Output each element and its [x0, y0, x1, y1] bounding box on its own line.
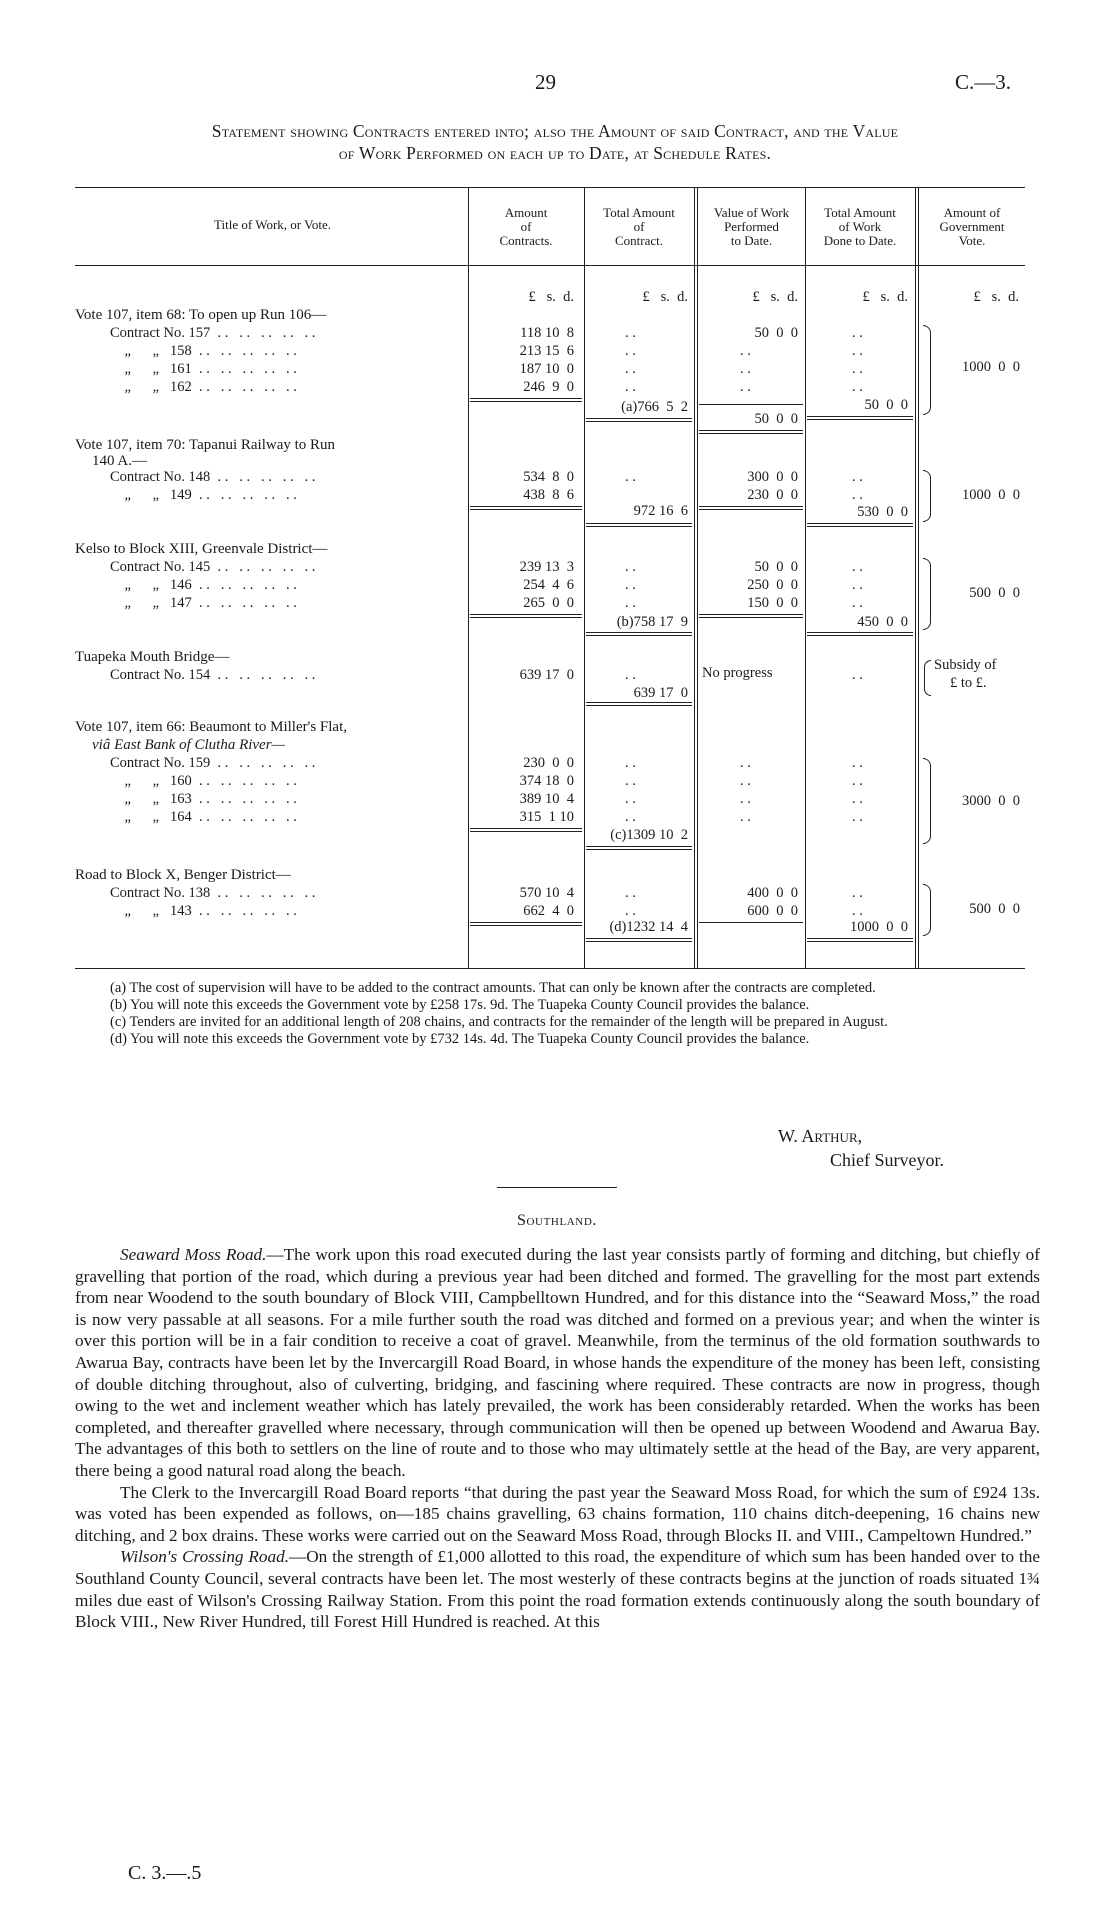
table-row: „ „ 163 . . . . . . . . . . — [110, 791, 297, 807]
subtotal-rule — [586, 938, 692, 939]
done-cell: . . — [852, 361, 863, 377]
group-total: (d)1232 14 4 — [609, 919, 688, 935]
table-row: Contract No. 159 . . . . . . . . . . — [110, 755, 316, 771]
amount-cell: 118 10 8 — [520, 325, 574, 341]
table-row: Contract No. 145 . . . . . . . . . . — [110, 559, 316, 575]
signature-name: W. Arthur, — [778, 1126, 863, 1146]
group-total: (a)766 5 2 — [621, 399, 688, 415]
footnote-b: (b) You will note this exceeds the Government vote by £258 17s. 9d. The Tuapeka County Council provides the balance. — [110, 997, 810, 1013]
subtotal-rule — [807, 941, 913, 942]
subtotal-rule — [470, 614, 582, 615]
units-value: £ s. d. — [752, 289, 798, 305]
group-5-title-cont: viâ East Bank of Clutha River— — [92, 737, 285, 753]
amount-cell: 239 13 3 — [519, 559, 574, 575]
units-total: £ s. d. — [642, 289, 688, 305]
table-row: „ „ 162 . . . . . . . . . . — [110, 379, 297, 395]
subtotal-rule — [470, 828, 582, 829]
subtotal-rule — [470, 398, 582, 399]
total-cell: . . — [625, 379, 636, 395]
value-cell: 600 0 0 — [747, 903, 798, 919]
done-cell: . . — [852, 469, 863, 485]
paragraph-seaward-moss: Seaward Moss Road.—The work upon this road executed during the last year consists partly of forming and ditching, but chiefly of gravelling that portion of the road, which during a previous year had been ditched and formed. The gravelling for the most part extends from near Woodend to the south boundary of Block VIII, Campbelltown Hundred, and for this distance into the “Seaward Moss,” the road is now very passable at all seasons. For a mile further south the road was ditched and formed on a previous year; and when the winter is over this portion will be in a fair condition to receive a coat of gravel. Meanwhile, from the terminus of the old formation southwards to Awarua Bay, contracts have been let by the Invercargill Road Board, in whose hands the expenditure of the money has been left, consisting of double ditching throughout, also of culverting, bridging, and fascining where required. These contracts are now in progress, though owing to the wet and inclement weather which has lately prevailed, the work has been considerably retarded. When the works has been completed, and thereafter gravelled where necessary, through communication will then be opened up between Woodend and Awarua Bay. The advantages of this both to settlers on the line of route and to those who may ultimately settle at the head of the Bay, are very apparent, there being a good natural road along the beach. — [75, 1245, 1040, 1480]
subtotal-rule — [699, 506, 803, 507]
group-4-title: Tuapeka Mouth Bridge— — [75, 649, 230, 665]
subtotal-rule — [586, 523, 692, 524]
group-done-total: 450 0 0 — [857, 614, 908, 630]
vote-brace — [924, 660, 931, 696]
subtotal-rule — [807, 523, 913, 524]
group-done-total: 1000 0 0 — [850, 919, 908, 935]
total-cell: . . — [625, 667, 636, 683]
done-cell: . . — [852, 755, 863, 771]
group-2-title: Vote 107, item 70: Tapanui Railway to Run — [75, 437, 336, 453]
group-5-title: Vote 107, item 66: Beaumont to Miller's Flat, — [75, 719, 347, 735]
section-heading: Southland. — [517, 1212, 597, 1229]
header-title-of-work: Title of Work, or Vote. — [214, 217, 331, 232]
group-2-title-cont: 140 A.— — [92, 453, 148, 469]
table-top-rule — [75, 187, 1025, 188]
subtotal-rule — [699, 617, 803, 618]
subtotal-rule — [807, 938, 913, 939]
subtotal-rule — [586, 941, 692, 942]
value-cell: No progress — [702, 665, 773, 681]
done-cell: . . — [852, 885, 863, 901]
subtotal-rule — [470, 401, 582, 402]
done-cell: . . — [852, 809, 863, 825]
section-divider — [497, 1187, 617, 1188]
done-cell: . . — [852, 487, 863, 503]
amount-cell: 570 10 4 — [519, 885, 574, 901]
page-number: 29 — [535, 70, 556, 94]
value-cell: . . — [740, 791, 751, 807]
col-divider-3 — [694, 187, 695, 968]
value-cell: . . — [740, 809, 751, 825]
group-6-title: Road to Block X, Benger District— — [75, 867, 291, 883]
amount-cell: 187 10 0 — [519, 361, 574, 377]
subtotal-rule — [807, 416, 913, 417]
done-cell: . . — [852, 903, 863, 919]
subtotal-rule — [807, 526, 913, 527]
amount-cell: 213 15 6 — [519, 343, 574, 359]
subtotal-rule — [586, 705, 692, 706]
total-cell: . . — [625, 325, 636, 341]
subtotal-rule — [699, 430, 803, 431]
done-cell: . . — [852, 379, 863, 395]
subtotal-rule — [586, 418, 692, 419]
group-vote: 3000 0 0 — [962, 793, 1020, 809]
group-total: (b)758 17 9 — [616, 614, 688, 630]
col-divider-5 — [915, 187, 916, 968]
table-row: „ „ 147 . . . . . . . . . . — [110, 595, 297, 611]
subtotal-rule — [586, 526, 692, 527]
group-1-title: Vote 107, item 68: To open up Run 106— — [75, 307, 327, 323]
total-cell: . . — [625, 559, 636, 575]
paragraph-road-board-report: The Clerk to the Invercargill Road Board reports “that during the past year the Seaward Moss Road, for which the sum of £924 13s. was voted has been expended as follows, on—185 chains gravelling, 63 chains formation, 110 chains ditch-deepening, 16 chains new ditching, and 2 box drains. These works were carried out on the Seaward Moss Road, through Blocks II. and VIII., Campeltown Hundred.” — [75, 1482, 1040, 1545]
subtotal-rule — [699, 614, 803, 615]
units-amount: £ s. d. — [528, 289, 574, 305]
subtotal-rule — [470, 617, 582, 618]
done-cell: . . — [852, 667, 863, 683]
document-reference: C.—3. — [955, 70, 1012, 94]
group-done-total: 50 0 0 — [864, 397, 908, 413]
value-cell: 50 0 0 — [754, 559, 798, 575]
value-cell: 230 0 0 — [747, 487, 798, 503]
group-done-total: 530 0 0 — [857, 504, 908, 520]
total-cell: . . — [625, 755, 636, 771]
total-cell: . . — [625, 903, 636, 919]
subtotal-rule — [807, 635, 913, 636]
subtotal-rule — [470, 831, 582, 832]
subtotal-rule — [470, 509, 582, 510]
total-cell: . . — [625, 773, 636, 789]
group-3-title: Kelso to Block XIII, Greenvale District— — [75, 541, 328, 557]
total-cell: . . — [625, 791, 636, 807]
table-row: „ „ 164 . . . . . . . . . . — [110, 809, 297, 825]
amount-cell: 389 10 4 — [519, 791, 574, 807]
value-cell: . . — [740, 755, 751, 771]
group-vote: 1000 0 0 — [962, 487, 1020, 503]
signature-title: Chief Surveyor. — [830, 1150, 944, 1170]
subtotal-rule — [586, 846, 692, 847]
header-total-work-done: Total Amount of Work Done to Date. — [823, 205, 897, 248]
table-row: „ „ 161 . . . . . . . . . . — [110, 361, 297, 377]
table-row: „ „ 158 . . . . . . . . . . — [110, 343, 297, 359]
done-cell: . . — [852, 559, 863, 575]
amount-cell: 230 0 0 — [523, 755, 574, 771]
subtotal-rule — [699, 433, 803, 434]
group-total: 972 16 6 — [633, 503, 688, 519]
amount-cell: 662 4 0 — [523, 903, 574, 919]
total-cell: . . — [625, 809, 636, 825]
group-vote: Subsidy of — [934, 657, 997, 673]
header-value-of-work: Value of Work Performed to Date. — [713, 205, 790, 248]
subtotal-rule — [470, 925, 582, 926]
total-cell: . . — [625, 469, 636, 485]
value-cell: . . — [740, 379, 751, 395]
group-value-total: 50 0 0 — [754, 411, 798, 427]
footnote-d: (d) You will note this exceeds the Government vote by £732 14s. 4d. The Tuapeka County Council provides the balance. — [110, 1031, 810, 1047]
amount-cell: 534 8 0 — [523, 469, 574, 485]
total-cell: . . — [625, 885, 636, 901]
footnotes — [75, 980, 1035, 1048]
subtotal-rule — [699, 404, 803, 405]
subtotal-rule — [586, 849, 692, 850]
southland-body — [75, 1244, 1040, 1633]
amount-cell: 438 8 6 — [523, 487, 574, 503]
table-row: Contract No. 157 . . . . . . . . . . — [110, 325, 316, 341]
group-vote: 1000 0 0 — [962, 359, 1020, 375]
subtotal-rule — [699, 922, 803, 923]
group-vote-line-2: £ to £. — [950, 675, 987, 691]
amount-cell: 265 0 0 — [523, 595, 574, 611]
subtotal-rule — [699, 509, 803, 510]
total-cell: . . — [625, 343, 636, 359]
footnote-c: (c) Tenders are invited for an additional length of 208 chains, and contracts for the remainder of the length will be prepared in August. — [110, 1014, 888, 1030]
value-cell: 400 0 0 — [747, 885, 798, 901]
group-vote: 500 0 0 — [969, 585, 1020, 601]
value-cell: 150 0 0 — [747, 595, 798, 611]
table-row: Contract No. 138 . . . . . . . . . . — [110, 885, 316, 901]
col-divider-1 — [468, 187, 469, 968]
subtotal-rule — [586, 421, 692, 422]
subtotal-rule — [470, 922, 582, 923]
amount-cell: 315 1 10 — [519, 809, 574, 825]
value-cell: . . — [740, 361, 751, 377]
table-row: „ „ 149 . . . . . . . . . . — [110, 487, 297, 503]
subtotal-rule — [807, 419, 913, 420]
done-cell: . . — [852, 577, 863, 593]
footnote-a: (a) The cost of supervision will have to be added to the contract amounts. That can only be known after the contracts are completed. — [110, 980, 876, 996]
table-row: „ „ 160 . . . . . . . . . . — [110, 773, 297, 789]
statement-title-line-1: Statement showing Contracts entered into; also the Amount of said Contract, and the Value — [211, 121, 899, 141]
paragraph-wilsons-crossing: Wilson's Crossing Road.—On the strength of £1,000 allotted to this road, the expenditure of which sum has been handed over to the Southland County Council, several contracts have been let. The most westerly of these contracts begins at the junction of roads situated 1¾ miles due east of Wilson's Crossing Railway Station. From this point the road formation extends continuously along the south boundary of Block VIII., New River Hundred, till Forest Hill Hundred is reached. At this — [75, 1547, 1041, 1632]
value-cell: . . — [740, 343, 751, 359]
col-divider-2 — [584, 187, 585, 968]
subtotal-rule — [586, 632, 692, 633]
amount-cell: 639 17 0 — [519, 667, 574, 683]
header-government-vote: Amount of Government Vote. — [939, 205, 1005, 248]
subtotal-rule — [807, 632, 913, 633]
subtotal-rule — [470, 506, 582, 507]
header-total-amount: Total Amount of Contract. — [603, 205, 675, 248]
units-vote: £ s. d. — [973, 289, 1019, 305]
table-header-rule — [75, 265, 1025, 266]
done-cell: . . — [852, 791, 863, 807]
total-cell: . . — [625, 595, 636, 611]
done-cell: . . — [852, 343, 863, 359]
statement-title-line-2: of Work Performed on each up to Date, at Schedule Rates. — [338, 143, 772, 163]
subtotal-rule — [586, 702, 692, 703]
group-vote: 500 0 0 — [969, 901, 1020, 917]
value-cell: 250 0 0 — [747, 577, 798, 593]
total-cell: . . — [625, 577, 636, 593]
done-cell: . . — [852, 595, 863, 611]
amount-cell: 246 9 0 — [523, 379, 574, 395]
value-cell: 300 0 0 — [747, 469, 798, 485]
amount-cell: 374 18 0 — [519, 773, 574, 789]
value-cell: 50 0 0 — [754, 325, 798, 341]
header-amount-of-contracts: Amount of Contracts. — [499, 205, 553, 248]
statement-title — [60, 120, 1050, 164]
table-bottom-rule — [75, 968, 1025, 969]
table-row: „ „ 146 . . . . . . . . . . — [110, 577, 297, 593]
table-row: Contract No. 154 . . . . . . . . . . — [110, 667, 316, 683]
units-done: £ s. d. — [862, 289, 908, 305]
table-row: Contract No. 148 . . . . . . . . . . — [110, 469, 316, 485]
table-row: „ „ 143 . . . . . . . . . . — [110, 903, 297, 919]
done-cell: . . — [852, 325, 863, 341]
group-total: 639 17 0 — [633, 685, 688, 701]
done-cell: . . — [852, 773, 863, 789]
amount-cell: 254 4 6 — [523, 577, 574, 593]
group-total: (c)1309 10 2 — [610, 827, 688, 843]
page-signature-mark: C. 3.—.5 — [128, 1862, 202, 1884]
value-cell: . . — [740, 773, 751, 789]
total-cell: . . — [625, 361, 636, 377]
subtotal-rule — [586, 635, 692, 636]
